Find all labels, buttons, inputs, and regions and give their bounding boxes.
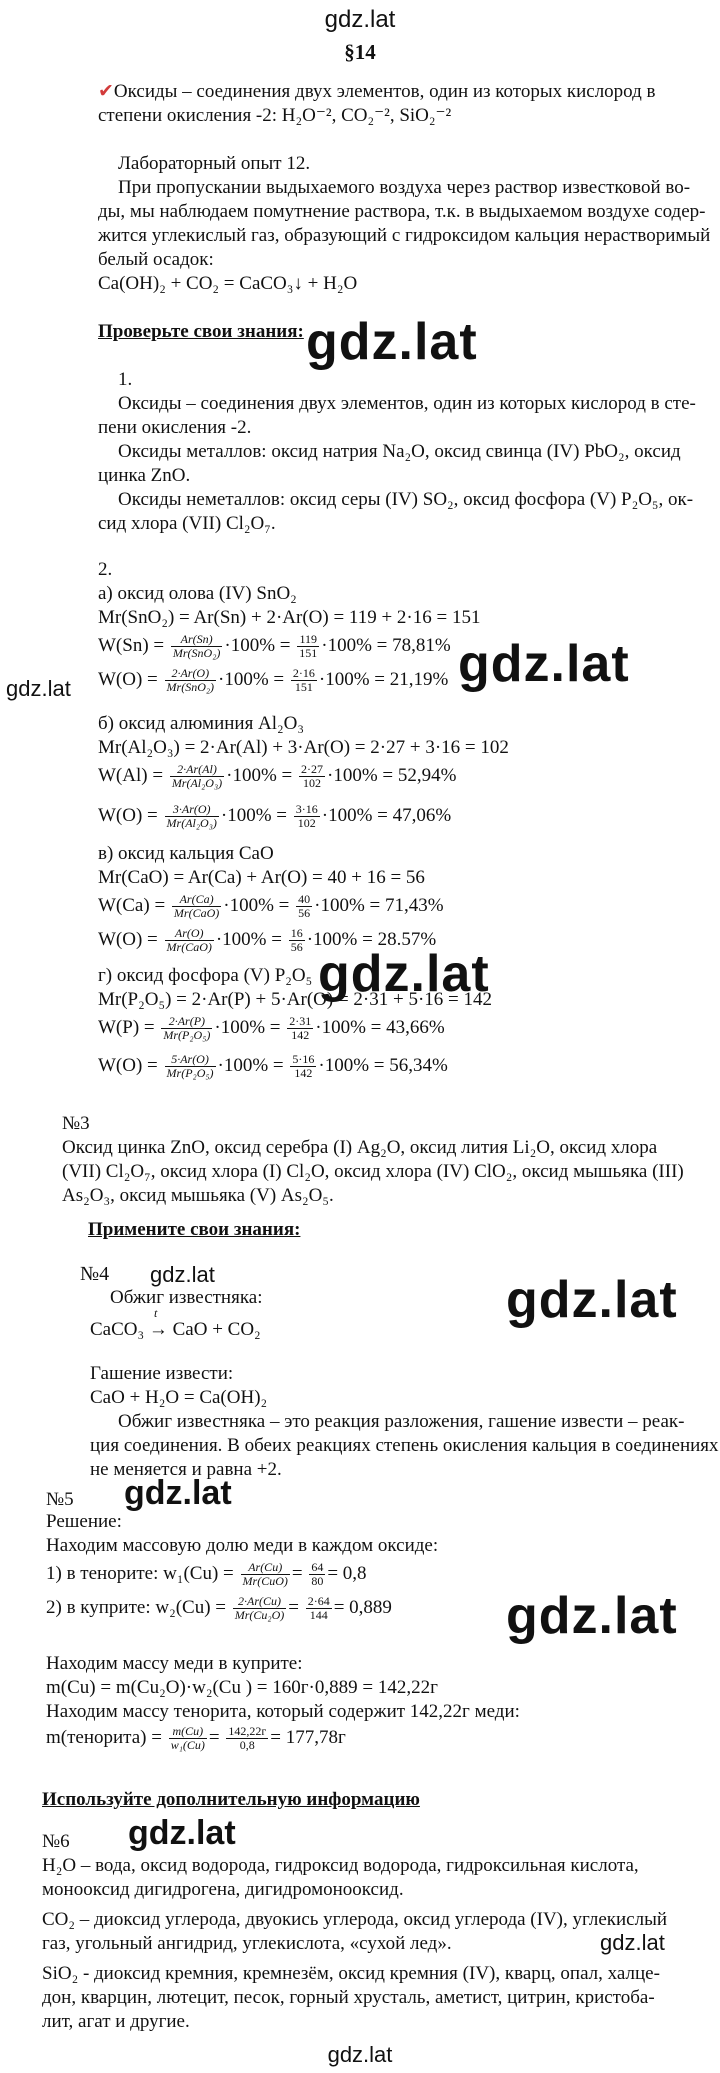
q1-line: Оксиды неметаллов: оксид серы (IV) SO₂, оксид фосфора (V) P₂O₅, ок- [118, 489, 694, 510]
q2-number: 2. [98, 559, 113, 580]
check-heading: Проверьте свои знания: [98, 321, 304, 342]
q2-b-w1: W(Al) = $\frac{2\cdot Ar(Al)}{\text{Mr(Al₂O₃)}}$ ·100% = $\frac{2\cdot 27}{102}$ ·100% = 52,94% [98, 762, 457, 791]
q6-number: №6 [42, 1831, 70, 1852]
q4-line: Обжиг известняка – это реакция разложения, гашение извести – реак- [118, 1411, 685, 1432]
q6-line: лит, агат и другие. [42, 2011, 190, 2032]
q1-number: 1. [118, 369, 133, 390]
q1-line: сид хлора (VII) Cl₂O₇. [98, 513, 276, 534]
q1-line: пени окисления -2. [98, 417, 252, 438]
q2-b-w2: W(O) = $\frac{3\cdot Ar(O)}{\text{Mr(Al₂O₃)}}$ ·100% = $\frac{3\cdot 16}{102}$ ·100% = 47,06% [98, 802, 452, 831]
definition-line-2: степени окисления -2: H₂O⁻², CO₂⁻², SiO₂⁻² [98, 105, 452, 126]
q3-line: As₂O₃, оксид мышьяка (V) As₂O₅. [62, 1185, 334, 1206]
lab-line: жится углекислый газ, образующий с гидроксидом кальция нерастворимый [98, 225, 711, 246]
q6-line: CO₂ – диоксид углерода, двуокись углерода, оксид углерода (IV), углекислый [42, 1909, 667, 1930]
q2-b-title: б) оксид алюминия Al₂O₃ [98, 713, 305, 734]
q6-line: газ, угольный ангидрид, углекислота, «сухой лед». [42, 1933, 452, 1954]
watermark: gdz.lat [150, 1262, 215, 1287]
q2-c-w2: W(O) = $\frac{Ar(O)}{\text{Mr(CaO)}}$ ·100% = $\frac{16}{56}$ ·100% = 28.57% [98, 926, 437, 955]
q4-line: ция соединения. В обеих реакциях степень окисления кальция в соединениях [90, 1435, 719, 1456]
extra-heading: Используйте дополнительную информацию [42, 1789, 420, 1810]
q4-roast-title: Обжиг известняка: [110, 1287, 263, 1308]
q2-c-title: в) оксид кальция CaO [98, 843, 274, 864]
q2-c-mr: Mr(CaO) = Ar(Ca) + Ar(O) = 40 + 16 = 56 [98, 867, 425, 888]
q6-line: монооксид дигидрогена, дигидромонооксид. [42, 1879, 404, 1900]
q5-solution: Решение: [46, 1511, 122, 1532]
lab-line: При пропускании выдыхаемого воздуха через раствор известковой во- [118, 177, 691, 198]
lab-line: ды, мы наблюдаем помутнение раствора, т.к. в выдыхаемом воздухе содер- [98, 201, 706, 222]
q5-copper-mass: m(Cu) = m(Cu₂O)·w₂(Cu ) = 160г·0,889 = 142,22г [46, 1677, 438, 1698]
q5-find-2: Находим массу меди в куприте: [46, 1653, 303, 1674]
lab-line: белый осадок: [98, 249, 214, 270]
watermark: gdz.lat [506, 1587, 678, 1645]
watermark: gdz.lat [506, 1271, 678, 1329]
section-title: §14 [344, 40, 376, 64]
q3-number: №3 [62, 1113, 90, 1134]
q1-line: Оксиды – соединения двух элементов, один из которых кислород в сте- [118, 393, 696, 414]
watermark: gdz.lat [600, 1930, 665, 1955]
q2-d-mr: Mr(P₂O₅) = 2·Ar(P) + 5·Ar(O) = 2·31 + 5·16 = 142 [98, 989, 492, 1010]
q4-slake-equation: CaO + H₂O = Ca(OH)₂ [90, 1387, 268, 1408]
q4-line: не меняется и равна +2. [90, 1459, 282, 1480]
q2-a-w2: W(O) = $\frac{2\cdot Ar(O)}{\text{Mr(SnO₂)}}$ ·100% = $\frac{2\cdot 16}{151}$ ·100% = 21,19% [98, 666, 449, 695]
watermark: gdz.lat [306, 313, 478, 371]
q4-temperature: t [154, 1306, 158, 1320]
q2-c-w1: W(Ca) = $\frac{Ar(Ca)}{\text{Mr(CaO)}}$ ·100% = $\frac{40}{56}$ ·100% = 71,43% [98, 892, 444, 921]
q6-line: H₂O – вода, оксид водорода, гидроксид водорода, гидроксильная кислота, [42, 1855, 639, 1876]
watermark: gdz.lat [124, 1474, 232, 1512]
watermark: gdz.lat [458, 635, 630, 693]
lab-equation: Ca(OH)₂ + CO₂ = CaCO₃↓ + H₂O [98, 273, 358, 294]
q2-a-title: а) оксид олова (IV) SnO₂ [98, 583, 297, 604]
q6-line: дон, кварцин, лютецит, песок, горный хрусталь, аметист, цитрин, кристоба- [42, 1987, 655, 2008]
q4-number: №4 [80, 1263, 110, 1285]
checkmark-icon: ✔ [98, 81, 114, 102]
q2-a-mr: Mr(SnO₂) = Ar(Sn) + 2·Ar(O) = 119 + 2·16 = 151 [98, 607, 481, 628]
q5-tenorite: 1) в тенорите: w₁(Cu) = $\frac{Ar(Cu)}{\text{Mr(CuO)}}$ = $\frac{64}{80}$ = 0,8 [46, 1560, 367, 1589]
watermark: gdz.lat [318, 945, 490, 1003]
q5-number: №5 [46, 1489, 74, 1510]
lab-title: Лабораторный опыт 12. [118, 153, 311, 174]
q6-line: SiO₂ - диоксид кремния, кремнезём, оксид кремния (IV), кварц, опал, халце- [42, 1963, 660, 1984]
q5-cuprite: 2) в куприте: w₂(Cu) = $\frac{2\cdot Ar(Cu)}{\text{Mr(Cu₂O)}}$ = $\frac{2\cdot 64}{144}$ = 0,889 [46, 1594, 392, 1623]
definition-text: Оксиды – соединения двух элементов, один из которых кислород в [113, 81, 656, 102]
header-watermark: gdz.lat [324, 6, 396, 33]
q2-d-w2: W(O) = $\frac{5\cdot Ar(O)}{\text{Mr(P₂O₅)}}$ ·100% = $\frac{5\cdot 16}{142}$ ·100% = 56,34% [98, 1052, 448, 1081]
q2-b-mr: Mr(Al₂O₃) = 2·Ar(Al) + 3·Ar(O) = 2·27 + 3·16 = 102 [98, 737, 509, 758]
watermark: gdz.lat [128, 1814, 236, 1852]
watermark: gdz.lat [6, 676, 71, 701]
apply-heading: Примените свои знания: [88, 1219, 301, 1240]
q2-d-w1: W(P) = $\frac{2\cdot Ar(P)}{\text{Mr(P₂O₅)}}$ ·100% = $\frac{2\cdot 31}{142}$ ·100% = 43,66% [98, 1014, 445, 1043]
q1-line: цинка ZnO. [98, 465, 191, 486]
q5-find-1: Находим массовую долю меди в каждом оксиде: [46, 1535, 439, 1556]
q5-find-3: Находим массу тенорита, который содержит 142,22г меди: [46, 1701, 520, 1722]
q2-a-w1: W(Sn) = $\frac{Ar(Sn)}{\text{Mr(SnO₂)}}$ ·100% = $\frac{119}{151}$ ·100% = 78,81% [98, 632, 451, 661]
q4-roast-equation: CaCO₃ → CaO + CO₂ [90, 1319, 261, 1340]
q3-line: Оксид цинка ZnO, оксид серебра (I) Ag₂O, оксид лития Li₂O, оксид хлора [62, 1137, 658, 1158]
q2-d-title: г) оксид фосфора (V) P₂O₅ [98, 965, 313, 986]
definition-line-1 [98, 80, 656, 104]
footer-watermark: gdz.lat [327, 2042, 393, 2067]
q4-slake-title: Гашение извести: [90, 1363, 234, 1384]
q1-line: Оксиды металлов: оксид натрия Na₂O, оксид свинца (IV) PbO₂, оксид [118, 441, 681, 462]
q5-tenorite-mass: m(тенорита) = $\frac{m(Cu)}{\text{w₁(Cu)}}$ = $\frac{142,22г}{0,8}$ = 177,78г [46, 1724, 346, 1753]
q3-line: (VII) Cl₂O₇, оксид хлора (I) Cl₂O, оксид хлора (IV) ClO₂, оксид мышьяка (III) [62, 1161, 684, 1182]
